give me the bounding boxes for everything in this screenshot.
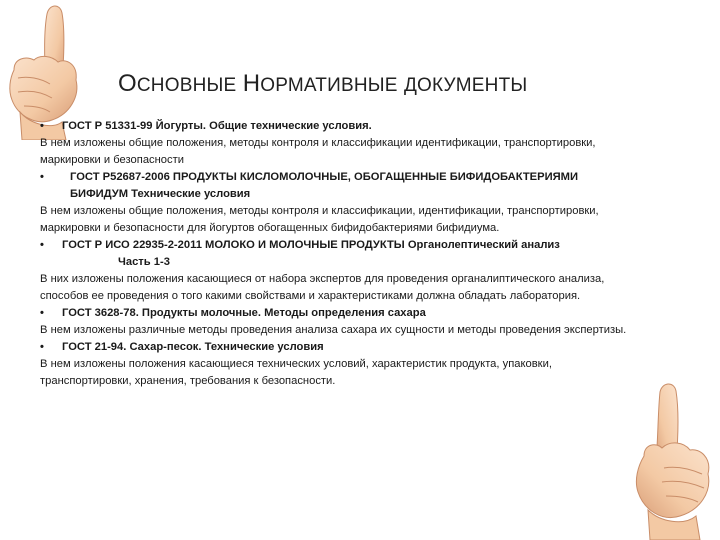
section-heading: • ГОСТ Р 51331-99 Йогурты. Общие технические условия. xyxy=(40,120,372,132)
section-heading: • ГОСТ Р52687-2006 ПРОДУКТЫ КИСЛОМОЛОЧНЫЕ, ОБОГАЩЕННЫЕ БИФИДОБАКТЕРИЯМИ БИФИДУМ Технические условия xyxy=(40,171,579,200)
section-description: В нем изложены различные методы проведения анализа сахара их сущности и методы проведения экспертизы. xyxy=(40,324,627,336)
section-description: В них изложены положения касающиеся от набора экспертов для проведения органалиптического анализа, способов ее проведения о того какими свойствами и характеристиками должна обладать лаборатория. xyxy=(40,273,605,302)
section-description: В нем изложены общие положения, методы контроля и классификации идентификации, транспортировки, маркировки и безопасности xyxy=(40,137,596,166)
document-body xyxy=(40,118,640,390)
section-heading: • ГОСТ 21-94. Сахар-песок. Технические условия xyxy=(40,341,324,353)
section-heading: • ГОСТ 3628-78. Продукты молочные. Методы определения сахара xyxy=(40,307,426,319)
section-heading: • ГОСТ Р ИСО 22935-2-2011 МОЛОКО И МОЛОЧНЫЕ ПРОДУКТЫ Органолептический анализ Часть 1-3 xyxy=(40,239,560,268)
section-description: В нем изложены положения касающиеся технических условий, характеристик продукта, упаковки, транспортировки, хранения, требования к безопасности. xyxy=(40,358,552,387)
section-description: В нем изложены общие положения, методы контроля и классификации, идентификации, транспортировки, маркировки и безопасности для йогуртов обогащенных бифидобактериями бифидиума. xyxy=(40,205,599,234)
pointing-hand-right-icon xyxy=(618,378,720,540)
page-title: ОСНОВНЫЕ НОРМАТИВНЫЕ ДОКУМЕНТЫ xyxy=(118,70,528,97)
